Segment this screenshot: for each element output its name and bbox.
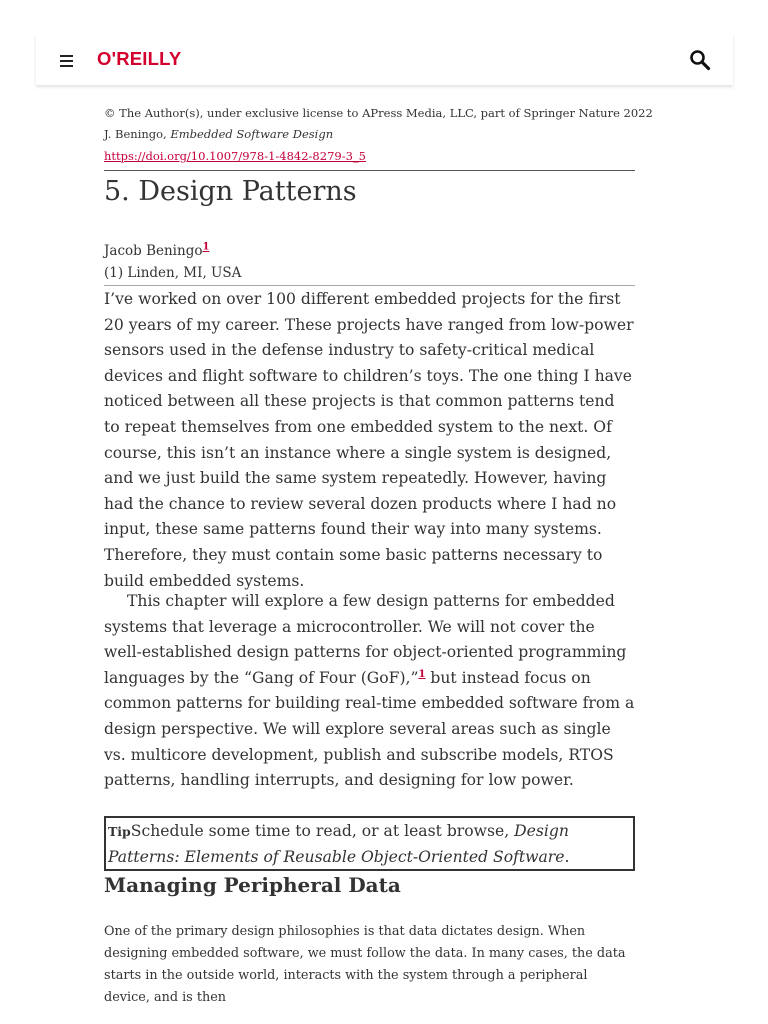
section-title: Managing Peripheral Data (104, 873, 401, 897)
tip-text: Schedule some time to read, or at least browse, (130, 822, 515, 840)
author-affiliation: (1) Linden, MI, USA (104, 265, 242, 281)
paragraph-1: I’ve worked on over 100 different embedded projects for the first 20 years of my career. These projects have ranged from low-power sensors used in the defense industry to safety-critical medical devices and flight software to children’s toys. The one thing I have noticed between all these projects is that common patterns tend to repeat themselves from one embedded system to the next. Of course, this isn’t an instance where a single system is designed, and we just build the same system repeatedly. However, having had the chance to review several dozen products where I had no input, these same patterns found their way into many systems. Therefore, they must contain some basic patterns necessary to build embedded systems. (104, 290, 634, 590)
tip-box (104, 816, 635, 871)
oreilly-logo[interactable]: O'REILLY (97, 48, 182, 69)
citation-author: J. Beningo, (104, 127, 171, 141)
citation-book-title: Embedded Software Design (170, 127, 334, 141)
menu-icon[interactable] (58, 52, 76, 68)
book-citation (104, 126, 333, 142)
tip-label: Tip (108, 824, 131, 839)
search-icon[interactable] (688, 48, 712, 72)
paragraph-2 (104, 589, 635, 794)
author-name-text: Jacob Beningo (104, 243, 203, 259)
tip-book-title: Design Patterns: Elements of Reusable Object-Oriented Software (108, 822, 569, 866)
header-divider (104, 170, 635, 171)
chapter-title: 5. Design Patterns (104, 176, 357, 207)
gof-footnote-link[interactable]: 1 (418, 668, 426, 680)
author-divider (104, 285, 635, 286)
tip-end: . (564, 847, 570, 866)
author-footnote-link[interactable]: 1 (202, 241, 210, 253)
paragraph-2-text-a: This chapter will explore a few design patterns for embedded systems that leverage a microcontroller. We will not cover the well-established design patterns for object-oriented programming languages by the “Gang of Four (GoF),” (104, 592, 627, 687)
paragraph-3: One of the primary design philosophies is that data dictates design. When designing embedded software, we must follow the data. In many cases, the data starts in the outside world, interacts with the system through a peripheral device, and is then (104, 924, 626, 1005)
author-name (104, 242, 209, 260)
copyright-notice: © The Author(s), under exclusive license to APress Media, LLC, part of Springer Nature 2022 (104, 106, 653, 120)
top-navigation-bar (36, 34, 733, 85)
doi-link[interactable]: https://doi.org/10.1007/978-1-4842-8279-3_5 (104, 149, 366, 163)
paragraph-2-text-b: but instead focus on common patterns for building real-time embedded software from a design perspective. We will explore several areas such as single vs. multicore development, publish and subscribe models, RTOS patterns, handling interrupts, and designing for low power. (104, 668, 635, 790)
